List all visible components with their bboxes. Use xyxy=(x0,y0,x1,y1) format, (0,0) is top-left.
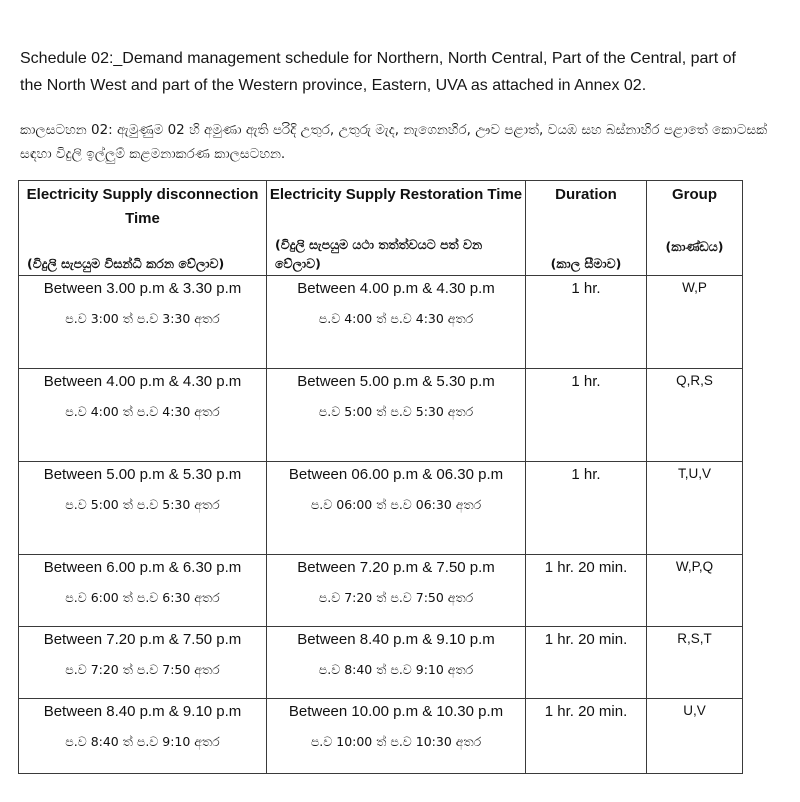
table-header xyxy=(19,181,743,276)
restoration-time-sinhala: ප.ව 4:00 ත් ප.ව 4:30 අතර xyxy=(318,311,474,326)
group-value: Q,R,S xyxy=(676,373,713,388)
disconnection-cell xyxy=(19,369,267,462)
disconnection-cell xyxy=(19,627,267,699)
restoration-time: Between 5.00 p.m & 5.30 p.m xyxy=(297,373,495,390)
disconnection-time: Between 3.00 p.m & 3.30 p.m xyxy=(43,280,242,297)
group-value: W,P xyxy=(682,280,707,295)
restoration-time-sinhala: ප.ව 06:00 ත් ප.ව 06:30 අතර xyxy=(310,497,482,512)
group-cell xyxy=(647,462,743,555)
restoration-cell xyxy=(267,369,526,462)
restoration-time: Between 10.00 p.m & 10.30 p.m xyxy=(288,703,504,720)
group-cell xyxy=(647,699,743,774)
disconnection-cell xyxy=(19,699,267,774)
header-duration xyxy=(526,181,647,276)
disconnection-time: Between 6.00 p.m & 6.30 p.m xyxy=(43,559,242,576)
table-row xyxy=(19,462,743,555)
duration-value: 1 hr. 20 min. xyxy=(544,631,628,648)
schedule-title-english: Schedule 02:_Demand management schedule for Northern, North Central, Part of the Central, part of the North West and part of the Western province, Eastern, UVA as attached in Annex 02. xyxy=(20,50,736,94)
restoration-cell xyxy=(267,276,526,369)
disconnection-time: Between 8.40 p.m & 9.10 p.m xyxy=(43,703,242,720)
duration-value: 1 hr. xyxy=(571,280,601,297)
group-value: U,V xyxy=(683,703,706,718)
header-duration-label-sinhala: (කාල සීමාව) xyxy=(550,256,622,271)
header-restoration-time xyxy=(267,181,526,276)
header-group xyxy=(647,181,743,276)
disconnection-time-sinhala: ප.ව 4:00 ත් ප.ව 4:30 අතර xyxy=(65,404,220,419)
group-cell xyxy=(647,555,743,627)
table-row xyxy=(19,369,743,462)
disconnection-time: Between 5.00 p.m & 5.30 p.m xyxy=(43,466,242,483)
header-disconnection-label: Electricity Supply disconnection Time xyxy=(26,186,259,227)
disconnection-cell xyxy=(19,555,267,627)
restoration-cell xyxy=(267,462,526,555)
duration-cell xyxy=(526,369,647,462)
duration-value: 1 hr. 20 min. xyxy=(544,703,628,720)
restoration-cell xyxy=(267,627,526,699)
disconnection-cell xyxy=(19,276,267,369)
restoration-time-sinhala: ප.ව 10:00 ත් ප.ව 10:30 අතර xyxy=(310,734,482,749)
table-row xyxy=(19,276,743,369)
duration-cell xyxy=(526,462,647,555)
group-cell xyxy=(647,276,743,369)
disconnection-cell xyxy=(19,462,267,555)
group-cell xyxy=(647,369,743,462)
header-group-label: Group xyxy=(672,186,717,203)
disconnection-time-sinhala: ප.ව 7:20 ත් ප.ව 7:50 අතර xyxy=(65,662,220,677)
duration-cell xyxy=(526,699,647,774)
duration-cell xyxy=(526,555,647,627)
restoration-cell xyxy=(267,555,526,627)
restoration-cell xyxy=(267,699,526,774)
group-cell xyxy=(647,627,743,699)
duration-value: 1 hr. xyxy=(571,466,601,483)
group-value: T,U,V xyxy=(677,466,711,481)
disconnection-time: Between 4.00 p.m & 4.30 p.m xyxy=(43,373,242,390)
restoration-time: Between 06.00 p.m & 06.30 p.m xyxy=(288,466,504,483)
header-duration-label: Duration xyxy=(555,186,617,203)
group-value: R,S,T xyxy=(677,631,712,646)
restoration-time-sinhala: ප.ව 7:20 ත් ප.ව 7:50 අතර xyxy=(318,590,474,605)
restoration-time: Between 4.00 p.m & 4.30 p.m xyxy=(297,280,495,297)
header-group-label-sinhala: (කාණ්ඩය) xyxy=(665,239,724,254)
table-row xyxy=(19,699,743,774)
restoration-time-sinhala: ප.ව 8:40 ත් ප.ව 9:10 අතර xyxy=(318,662,474,677)
disconnection-time-sinhala: ප.ව 3:00 ත් ප.ව 3:30 අතර xyxy=(65,311,220,326)
disconnection-time-sinhala: ප.ව 5:00 ත් ප.ව 5:30 අතර xyxy=(65,497,220,512)
schedule-table xyxy=(18,180,743,774)
duration-cell xyxy=(526,627,647,699)
duration-cell xyxy=(526,276,647,369)
header-disconnection-label-sinhala: (විදුලි සැපයුම විසන්ධි කරන වේලාව) xyxy=(27,256,225,271)
table-row xyxy=(19,555,743,627)
disconnection-time: Between 7.20 p.m & 7.50 p.m xyxy=(43,631,242,648)
header-restoration-label: Electricity Supply Restoration Time xyxy=(269,186,523,203)
table-row xyxy=(19,627,743,699)
disconnection-time-sinhala: ප.ව 8:40 ත් ප.ව 9:10 අතර xyxy=(65,734,220,749)
header-disconnection-time xyxy=(19,181,267,276)
table-body xyxy=(19,276,743,774)
restoration-time-sinhala: ප.ව 5:00 ත් ප.ව 5:30 අතර xyxy=(318,404,474,419)
restoration-time: Between 7.20 p.m & 7.50 p.m xyxy=(297,559,495,576)
group-value: W,P,Q xyxy=(675,559,714,574)
restoration-time: Between 8.40 p.m & 9.10 p.m xyxy=(297,631,495,648)
header-restoration-label-sinhala: (විදුලි සැපයුම යථා තත්ත්වයට පත් වන වේලාව) xyxy=(275,237,483,271)
disconnection-time-sinhala: ප.ව 6:00 ත් ප.ව 6:30 අතර xyxy=(65,590,220,605)
schedule-title-sinhala: කාලසටහන 02: ඇමුණුම 02 හි අමුණා ඇති පරිදි උතුර, උතුරු මැද, නැගෙනහිර, ඌව පළාත්, වයඹ සහ බස්නාහිර පළාතේ කොටසක් සඳහා විදුලි ඉල්ලුම් කළමනාකරණ කාලසටහන. xyxy=(20,122,768,162)
duration-value: 1 hr. xyxy=(571,373,601,390)
duration-value: 1 hr. 20 min. xyxy=(544,559,628,576)
